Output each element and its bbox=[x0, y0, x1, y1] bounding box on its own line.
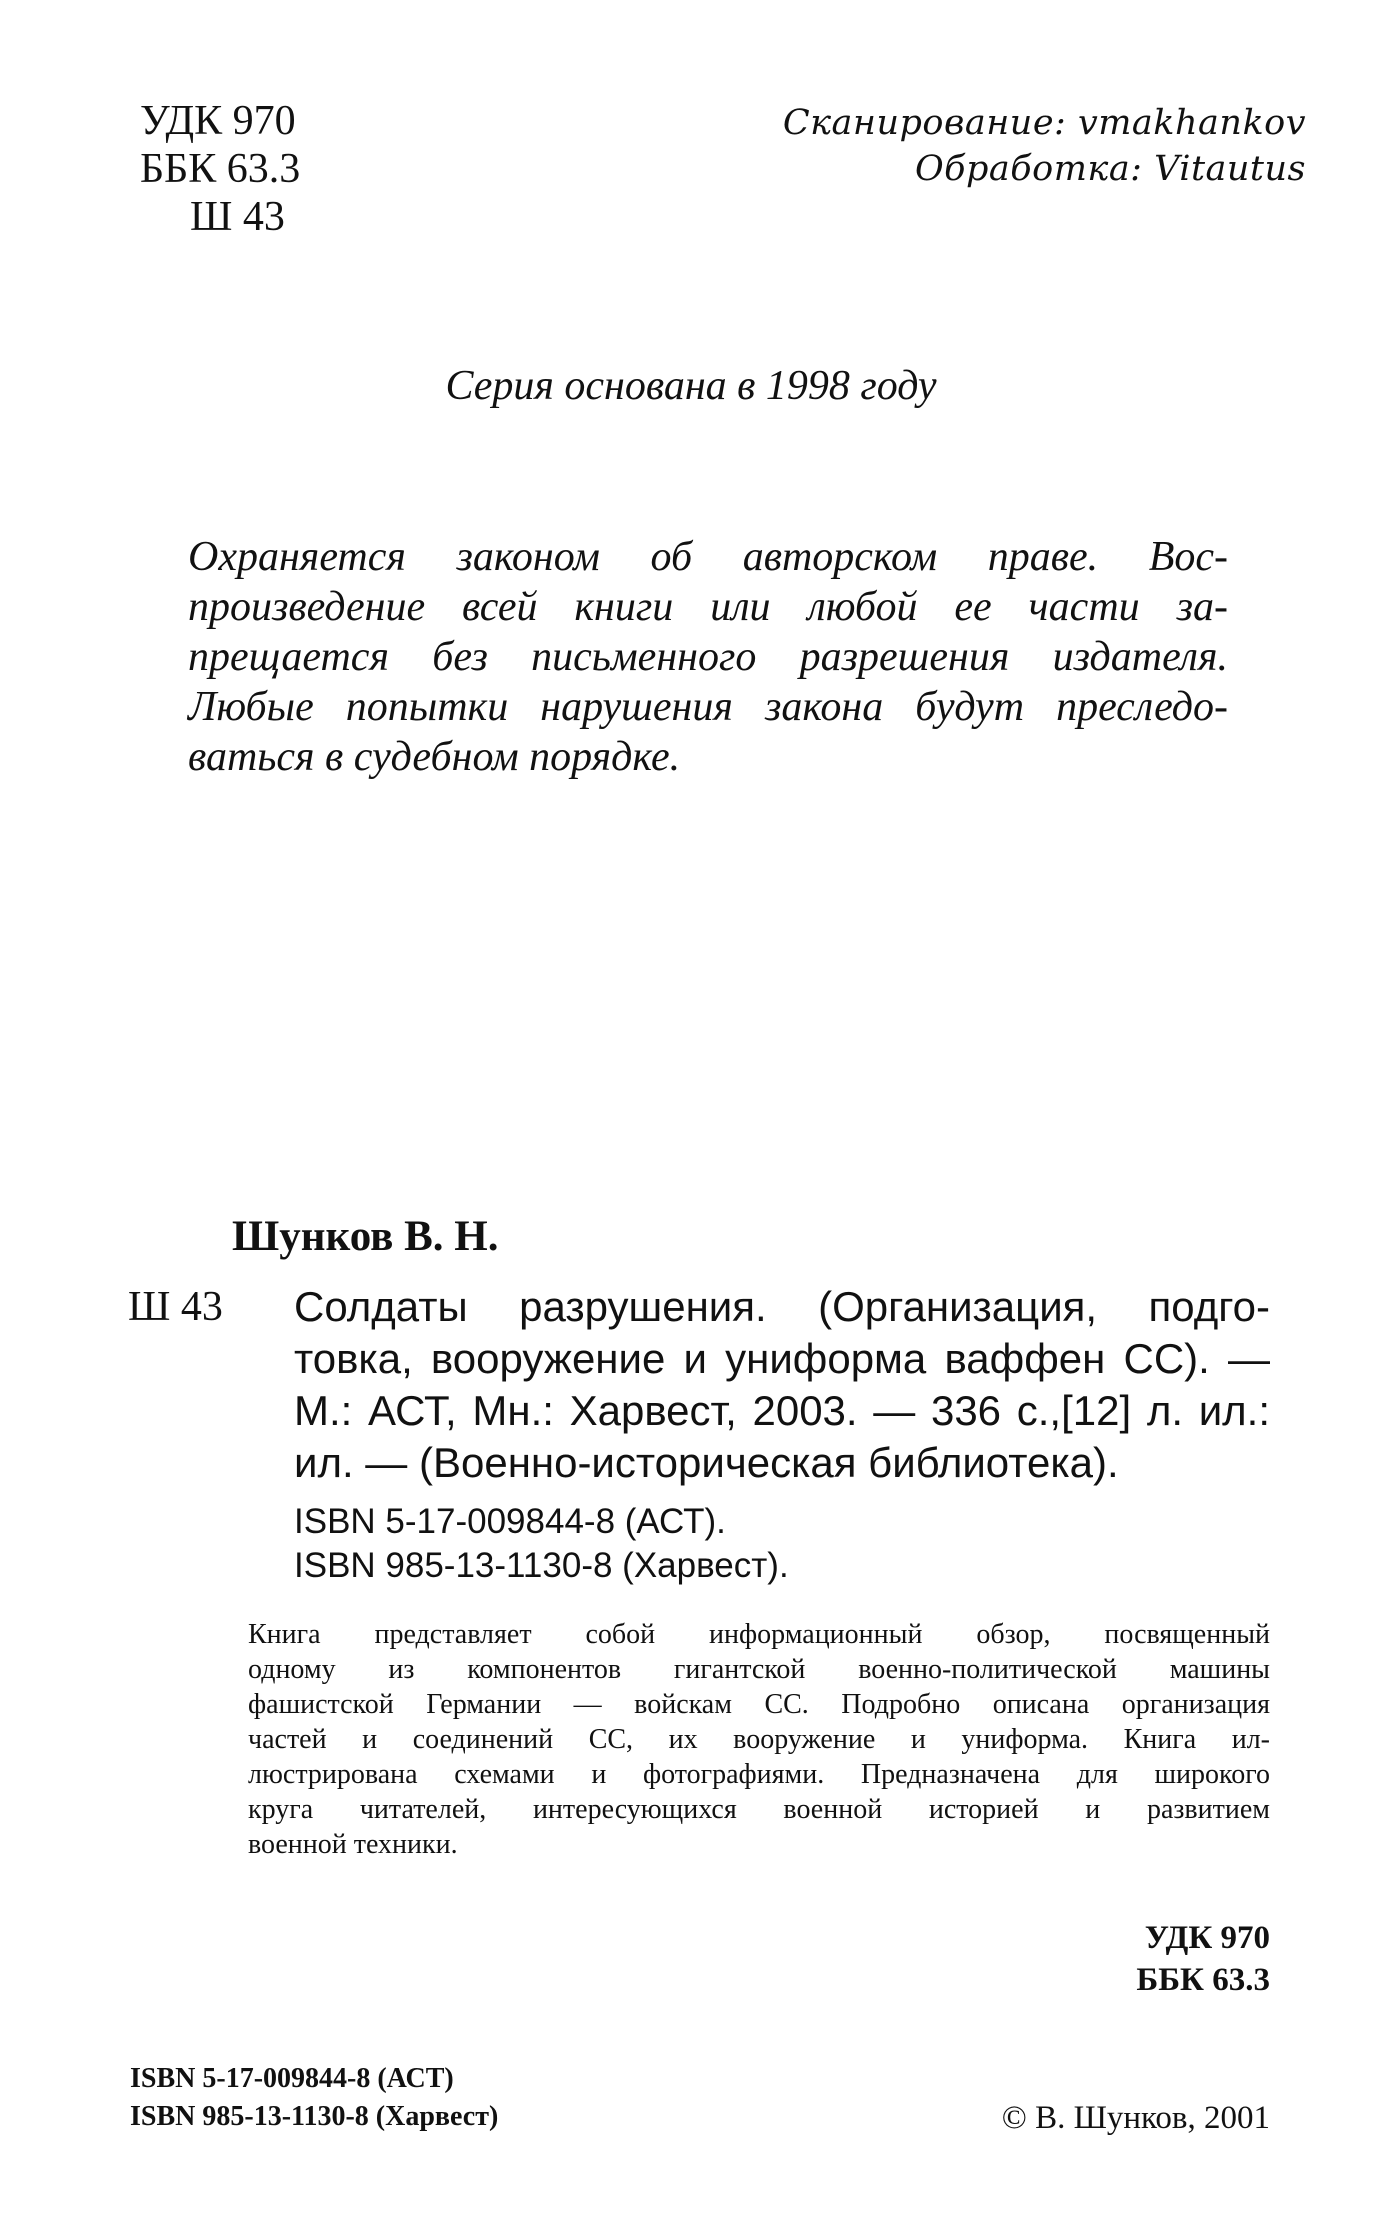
biblio-line: ил. — (Военно-историческая библиотека). bbox=[294, 1439, 1119, 1486]
udk-code: УДК 970 bbox=[140, 98, 296, 144]
isbn-bottom-ast: ISBN 5-17-009844-8 (АСТ) bbox=[130, 2063, 454, 2094]
codes-right bbox=[1136, 1917, 1270, 2001]
isbn-block bbox=[294, 1500, 789, 1588]
notice-line: Любые попытки нарушения закона будут преследо- bbox=[188, 684, 1228, 730]
biblio-line: товка, вооружение и униформа ваффен СС). — bbox=[294, 1335, 1270, 1382]
author-mark: Ш 43 bbox=[190, 194, 285, 240]
annotation-line: люстрирована схемами и фотографиями. Предназначена для широкого bbox=[248, 1759, 1270, 1790]
scan-credits bbox=[783, 100, 1306, 192]
bbk-code: ББК 63.3 bbox=[140, 146, 301, 192]
udk-code-bottom: УДК 970 bbox=[1144, 1920, 1270, 1956]
isbn-ast: ISBN 5-17-009844-8 (АСТ). bbox=[294, 1502, 726, 1541]
isbn-harvest: ISBN 985-13-1130-8 (Харвест). bbox=[294, 1546, 789, 1585]
copyright-line: © В. Шунков, 2001 bbox=[1001, 2100, 1270, 2136]
biblio-line: Солдаты разрушения. (Организация, подго- bbox=[294, 1283, 1270, 1330]
author-heading: Шунков В. Н. bbox=[232, 1213, 499, 1260]
isbn-bottom bbox=[130, 2060, 498, 2136]
series-note: Серия основана в 1998 году bbox=[445, 363, 937, 409]
notice-line: прещается без письменного разрешения издателя. bbox=[188, 634, 1228, 680]
biblio-code: Ш 43 bbox=[128, 1284, 223, 1330]
scan-credit-processing: Обработка: Vitautus bbox=[914, 149, 1306, 189]
annotation-line: круга читателей, интересующихся военной историей и развитием bbox=[248, 1794, 1270, 1825]
notice-line: произведение всей книги или любой ее части за- bbox=[188, 584, 1228, 630]
annotation-line: Книга представляет собой информационный обзор, посвященный bbox=[248, 1619, 1270, 1650]
annotation-line: военной техники. bbox=[248, 1829, 458, 1860]
copyright-notice bbox=[188, 532, 1228, 782]
annotation-line: частей и соединений СС, их вооружение и униформа. Книга ил- bbox=[248, 1724, 1270, 1755]
annotation bbox=[248, 1617, 1270, 1862]
notice-line: Охраняется законом об авторском праве. Вос- bbox=[188, 534, 1228, 580]
annotation-line: одному из компонентов гигантской военно-политической машины bbox=[248, 1654, 1270, 1685]
isbn-bottom-harvest: ISBN 985-13-1130-8 (Харвест) bbox=[130, 2101, 499, 2132]
bbk-code-bottom: ББК 63.3 bbox=[1136, 1962, 1270, 1998]
notice-line: ваться в судебном порядке. bbox=[188, 734, 681, 780]
biblio-line: М.: АСТ, Мн.: Харвест, 2003. — 336 с.,[12] л. ил.: bbox=[294, 1387, 1270, 1434]
bibliographic-entry bbox=[294, 1281, 1270, 1489]
scan-credit-scanning: Сканирование: vmakhankov bbox=[782, 103, 1306, 143]
annotation-line: фашистской Германии — войскам СС. Подробно описана организация bbox=[248, 1689, 1270, 1720]
